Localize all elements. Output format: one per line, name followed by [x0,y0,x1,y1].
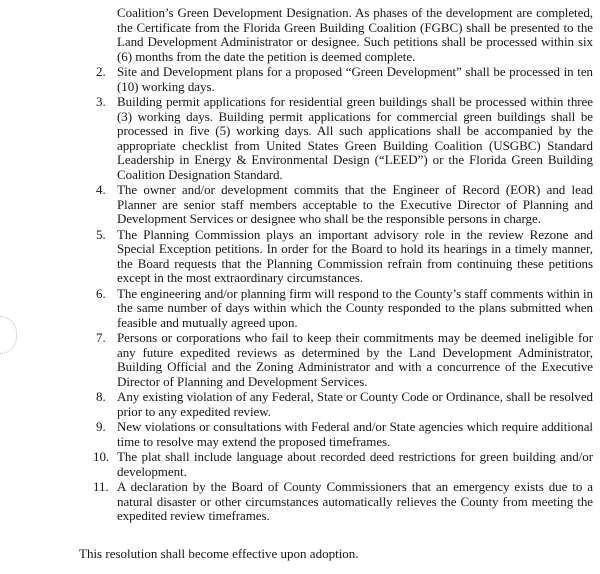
list-item-text: Persons or corporations who fail to keep their commitments may be deemed ineligible for any future expedited reviews as determined by the Land Development Administrator, Building Official and the Zoning Administrator and with a concurrence of the Executive Director of Planning and Development Services. [117,330,593,389]
list-item-text: The plat shall include language about recorded deed restrictions for green building and/or development. [117,449,593,479]
list-item-text: The owner and/or development commits that the Engineer of Record (EOR) and lead Planner are senior staff members acceptable to the Executive Director of Planning and Development Services or designee who shall be the responsible persons in charge. [117,182,593,226]
list-item-text: Site and Development plans for a proposed “Green Development” shall be processed in ten (10) working days. [117,64,593,94]
list-item-continuation [93,6,593,64]
list-item [93,480,593,524]
list-item [93,228,593,286]
list-item [93,183,593,227]
list-item-number: 6. [96,285,106,301]
list-item-number: 11. [93,479,109,494]
closing-statement: This resolution shall become effective upon adoption. [79,546,359,561]
list-item-number: 9. [96,419,106,434]
list-item [93,331,593,389]
list-item-number: 8. [96,389,106,404]
list-item-text: New violations or consultations with Federal and/or State agencies which require additional time to resolve may extend the proposed timeframes. [117,419,593,449]
list-item-number: 2. [96,64,106,79]
list-item-text: The engineering and/or planning firm will respond to the County’s staff comments within in the same number of days within which the County responded to the plans submitted when feasible and mutually agreed upon. [117,285,593,330]
list-item-text: Any existing violation of any Federal, State or County Code or Ordinance, shall be resolved prior to any expedited review. [117,389,593,419]
list-item-number: 4. [96,182,106,197]
list-item [93,420,593,449]
list-item [93,287,593,331]
numbered-list [93,6,593,525]
list-item-number: 7. [96,330,106,345]
list-item [93,450,593,479]
list-item-text: The Planning Commission plays an important advisory role in the review Rezone and Special Exception petitions. In order for the Board to hold its hearings in a timely manner, the Board requests that the Planning Commission refrain from continuing these petitions except in the most extraordinary circumstances. [117,226,593,285]
list-item-text: Coalition’s Green Development Designation. As phases of the development are completed, the Certificate from the Florida Green Building Coalition (FGBC) shall be presented to the Land Development Administrator or designee. Such petitions shall be processed within six (6) months from the date the petition is deemed complete. [117,5,593,64]
list-item-text: A declaration by the Board of County Commissioners that an emergency exists due to a natural disaster or other circumstances automatically relieves the County from meeting the expedited review timeframes. [117,479,593,523]
list-item-number: 5. [96,226,106,242]
list-item-number: 3. [96,94,106,109]
list-item [93,390,593,419]
list-item [93,65,593,94]
hole-punch-mark [0,316,17,354]
list-item [93,95,593,182]
list-item-text: Building permit applications for residential green buildings shall be processed within three (3) working days. Building permit applications for commercial green buildings shall be processed in five (5) working days. All such applications shall be accompanied by the appropriate checklist from United States Green Building Coalition (USGBC) Standard Leadership in Energy & Environmental Design (“LEED”) or the Florida Green Building Coalition Designation Standard. [117,94,593,182]
list-item-number: 10. [93,449,110,464]
